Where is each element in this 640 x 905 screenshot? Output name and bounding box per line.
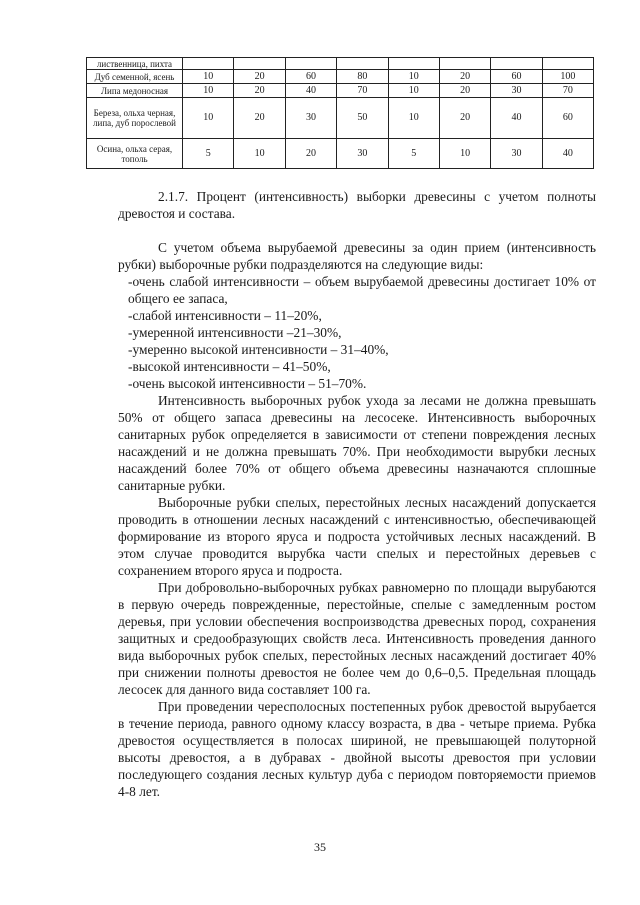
value-cell: 40 (285, 84, 336, 98)
intensity-table (86, 57, 594, 169)
value-cell (285, 58, 336, 70)
value-cell: 20 (439, 84, 490, 98)
value-cell (337, 58, 388, 70)
value-cell: 5 (388, 139, 439, 169)
body-text (118, 239, 596, 800)
value-cell: 40 (491, 98, 542, 139)
value-cell: 60 (491, 70, 542, 84)
value-cell: 10 (183, 84, 234, 98)
value-cell: 70 (337, 84, 388, 98)
value-cell: 30 (491, 84, 542, 98)
table-row (87, 70, 594, 84)
list-item: -слабой интенсивности – 11–20%, (128, 308, 322, 323)
page-number: 35 (314, 840, 326, 854)
list-item: -умеренной интенсивности –21–30%, (128, 325, 342, 340)
value-cell (439, 58, 490, 70)
value-cell: 40 (542, 139, 593, 169)
value-cell: 60 (285, 70, 336, 84)
value-cell: 10 (388, 70, 439, 84)
species-cell: Береза, ольха черная, липа, дуб порослевой (87, 98, 183, 139)
heading-text: 2.1.7. Процент (интенсивность) выборки древесины с учетом полноты древостоя и состава. (118, 189, 596, 221)
list-item: -очень слабой интенсивности – объем вырубаемой древесины достигает 10% от общего ее запаса, (128, 274, 596, 306)
intro-paragraph: С учетом объема вырубаемой древесины за один прием (интенсивность рубки) выборочные рубки подразделяются на следующие виды: (118, 240, 596, 272)
value-cell: 70 (542, 84, 593, 98)
paragraph: При проведении чересполосных постепенных рубок древостой вырубается в течение периода, равного одному классу возраста, в два - четыре приема. Рубка древостоя осуществляется в полосах шириной, не превышающей полуторной высоты древостоя, а в дубравах - двойной высоты древостоя при условии последующего создания лесных культур дуба с периодом повторяемости приемов 4-8 лет. (118, 699, 596, 799)
table-row (87, 98, 594, 139)
value-cell: 10 (439, 139, 490, 169)
value-cell: 10 (183, 98, 234, 139)
table-row (87, 139, 594, 169)
list-item: -умеренно высокой интенсивности – 31–40%, (128, 342, 389, 357)
list-item: -высокой интенсивности – 41–50%, (128, 359, 331, 374)
value-cell (234, 58, 285, 70)
section-heading (118, 188, 596, 222)
species-cell: лиственница, пихта (87, 58, 183, 70)
value-cell: 100 (542, 70, 593, 84)
value-cell: 20 (234, 70, 285, 84)
value-cell: 10 (234, 139, 285, 169)
paragraph: Интенсивность выборочных рубок ухода за лесами не должна превышать 50% от общего запаса древесины на лесосеке. Интенсивность выборочных санитарных рубок определяется в зависимости от степени повреждения лесных насаждений и не должна превышать 70%. При необходимости вырубки лесных насаждений более 70% от общего объема древесины назначаются сплошные санитарные рубки. (118, 393, 596, 493)
value-cell: 30 (285, 98, 336, 139)
value-cell: 30 (491, 139, 542, 169)
value-cell: 20 (439, 70, 490, 84)
value-cell (542, 58, 593, 70)
value-cell (491, 58, 542, 70)
value-cell: 20 (234, 98, 285, 139)
table-row (87, 84, 594, 98)
paragraph: Выборочные рубки спелых, перестойных лесных насаждений допускается проводить в отношении лесных насаждений с интенсивностью, обеспечивающей формирование из второго яруса и подроста устойчивых лесных насаждений. В этом случае проводится вырубка части спелых и перестойных деревьев с сохранением второго яруса и подроста. (118, 495, 596, 578)
value-cell: 10 (388, 98, 439, 139)
value-cell: 20 (439, 98, 490, 139)
value-cell: 10 (388, 84, 439, 98)
paragraph: При добровольно-выборочных рубках равномерно по площади вырубаются в первую очередь поврежденные, перестойные, спелые с замедленным ростом деревья, при условии обеспечения воспроизводства древесных пород, сохранения защитных и средообразующих свойств леса. Интенсивность проведения данного вида выборочных рубок спелых, перестойных лесных насаждений достигает 40% при снижении полноты древостоя не более чем до 0,6–0,5. Предельная площадь лесосек для данного вида составляет 100 га. (118, 580, 596, 697)
value-cell (183, 58, 234, 70)
species-cell: Липа медоносная (87, 84, 183, 98)
value-cell: 60 (542, 98, 593, 139)
value-cell: 5 (183, 139, 234, 169)
list-item: -очень высокой интенсивности – 51–70%. (128, 376, 367, 391)
value-cell: 50 (337, 98, 388, 139)
value-cell: 30 (337, 139, 388, 169)
value-cell: 80 (337, 70, 388, 84)
species-cell: Осина, ольха серая, тополь (87, 139, 183, 169)
value-cell: 20 (285, 139, 336, 169)
value-cell: 20 (234, 84, 285, 98)
table-row (87, 58, 594, 70)
value-cell (388, 58, 439, 70)
value-cell: 10 (183, 70, 234, 84)
species-cell: Дуб семенной, ясень (87, 70, 183, 84)
